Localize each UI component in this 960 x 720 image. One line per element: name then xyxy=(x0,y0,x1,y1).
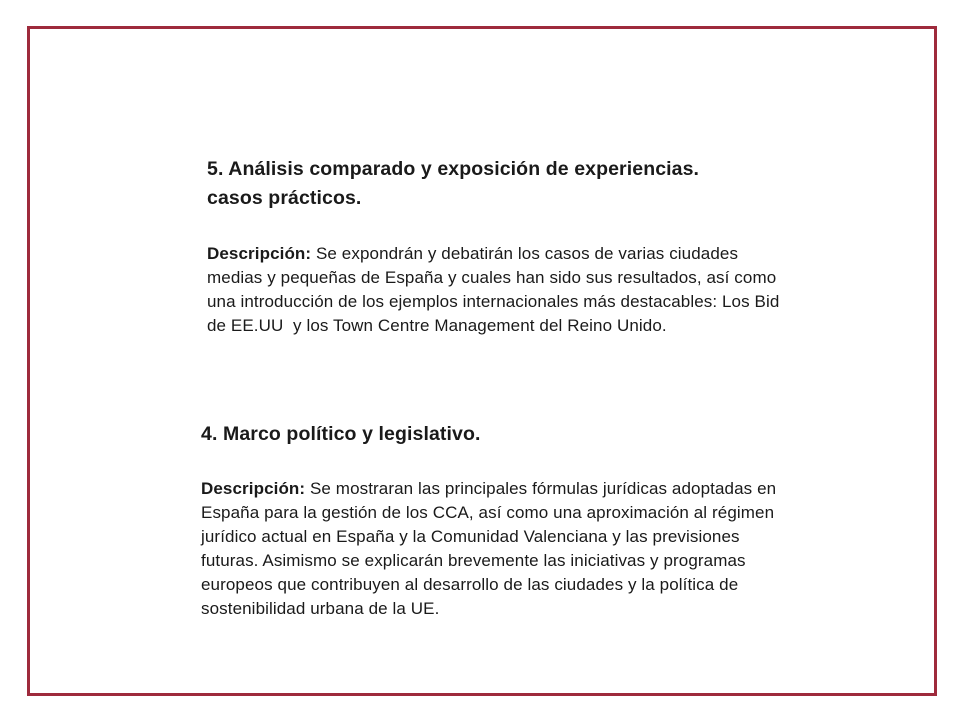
section-description xyxy=(201,477,921,621)
section-4-legal-framework xyxy=(201,420,921,621)
description-line: europeos que contribuyen al desarrollo de las ciudades y la política de xyxy=(201,575,739,594)
description-text: Se mostraran las principales fórmulas jurídicas adoptadas en xyxy=(305,479,777,498)
description-line: futuras. Asimismo se explicarán brevemente las iniciativas y programas xyxy=(201,551,746,570)
section-5-comparative-analysis xyxy=(207,155,927,338)
description-text: Se expondrán y debatirán los casos de varias ciudades xyxy=(311,244,739,263)
description-label: Descripción: xyxy=(201,479,306,498)
description-line: medias y pequeñas de España y cuales han sido sus resultados, así como xyxy=(207,268,777,287)
section-title-line: 4. Marco político y legislativo. xyxy=(201,423,481,445)
section-title xyxy=(201,420,921,449)
description-line: sostenibilidad urbana de la UE. xyxy=(201,599,440,618)
section-title xyxy=(207,155,927,213)
description-line xyxy=(207,242,927,266)
section-title-line: casos prácticos. xyxy=(207,187,362,209)
description-line xyxy=(201,477,921,501)
description-line: de EE.UU y los Town Centre Management del Reino Unido. xyxy=(207,316,667,335)
section-title-line: 5. Análisis comparado y exposición de experiencias. xyxy=(207,158,700,180)
description-label: Descripción: xyxy=(207,244,312,263)
section-description xyxy=(207,242,927,338)
description-line: una introducción de los ejemplos internacionales más destacables: Los Bid xyxy=(207,292,780,311)
description-line: jurídico actual en España y la Comunidad Valenciana y las previsiones xyxy=(201,527,740,546)
description-line: España para la gestión de los CCA, así como una aproximación al régimen xyxy=(201,503,775,522)
